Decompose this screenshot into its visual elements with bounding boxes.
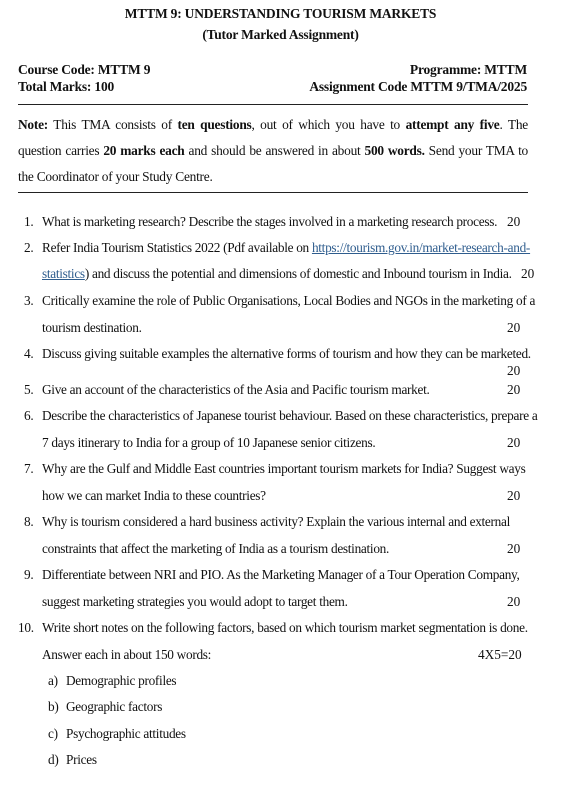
question-text: What is marketing research? Describe the stages involved in a marketing research process.	[42, 214, 498, 229]
question-marks: 20	[507, 363, 521, 378]
statistics-link[interactable]: https://tourism.gov.in/market-research-and-	[311, 240, 531, 255]
question-marks: 20	[507, 320, 521, 335]
question-marks: 20	[507, 488, 521, 503]
question-text: suggest marketing strategies you would adopt to target them.	[42, 594, 348, 609]
note-text: , out of which you have to	[251, 117, 406, 132]
subitem-text: Geographic factors	[66, 699, 163, 714]
assignment-code: Assignment Code MTTM 9/TMA/2025	[309, 79, 527, 94]
question-marks: 20	[507, 435, 521, 450]
question-text: tourism destination.	[42, 320, 142, 335]
subitem-text: Demographic profiles	[66, 673, 177, 688]
question-number: 2.	[24, 240, 34, 255]
question-text: Why is tourism considered a hard business activity? Explain the various internal and external	[42, 514, 511, 529]
note-label: Note:	[18, 117, 48, 132]
question-text: Critically examine the role of Public Organisations, Local Bodies and NGOs in the marketing of a	[42, 293, 536, 308]
question-text	[42, 266, 512, 282]
question-text	[42, 240, 530, 256]
question-marks: 4X5=20	[478, 647, 522, 662]
note-text: This TMA consists of	[47, 117, 178, 132]
question-text: Answer each in about 150 words:	[42, 647, 212, 662]
question-number: 1.	[24, 214, 34, 229]
question-marks: 20	[507, 382, 521, 397]
note-text: and should be answered in about	[184, 143, 365, 158]
document-title: MTTM 9: UNDERSTANDING TOURISM MARKETS	[124, 6, 437, 21]
question-marks: 20	[507, 214, 521, 229]
subitem-text: Psychographic attitudes	[66, 726, 186, 741]
programme: Programme: MTTM	[409, 62, 527, 77]
question-text: Give an account of the characteristics of the Asia and Pacific tourism market.	[42, 382, 430, 397]
question-marks: 20	[507, 594, 521, 609]
question-number: 8.	[24, 514, 34, 529]
question-text-part: ) and discuss the potential and dimensions of domestic and Inbound tourism in India.	[84, 266, 512, 281]
bottom-divider	[18, 192, 528, 193]
note-text: Send your TMA to the Coordinator of your Study Centre.	[18, 143, 528, 184]
subitem-label: a)	[48, 673, 58, 688]
question-text-part: Refer India Tourism Statistics 2022 (Pdf available on	[42, 240, 312, 255]
question-number: 7.	[24, 461, 34, 476]
statistics-link-continued[interactable]: statistics	[42, 266, 85, 281]
question-text: how we can market India to these countries?	[42, 488, 266, 503]
question-marks: 20	[521, 266, 535, 281]
question-number: 10.	[18, 620, 34, 635]
subitem-label: c)	[48, 726, 58, 741]
note-text: . The question carries	[18, 117, 528, 158]
course-code: Course Code: MTTM 9	[18, 62, 151, 77]
note-emphasis: 500 words.	[364, 143, 425, 158]
document-subtitle: (Tutor Marked Assignment)	[202, 27, 359, 42]
question-text: Describe the characteristics of Japanese tourist behaviour. Based on these characteristics, prepare a	[42, 408, 538, 423]
question-text: Write short notes on the following factors, based on which tourism market segmentation is done.	[42, 620, 528, 635]
note-paragraph	[18, 112, 528, 190]
question-text: constraints that affect the marketing of India as a tourism destination.	[42, 541, 390, 556]
question-number: 4.	[24, 346, 34, 361]
subitem-label: d)	[48, 752, 59, 767]
subitem-label: b)	[48, 699, 59, 714]
question-text: Discuss giving suitable examples the alternative forms of tourism and how they can be marketed.	[42, 346, 531, 361]
question-text: Why are the Gulf and Middle East countries important tourism markets for India? Suggest ways	[42, 461, 526, 476]
question-number: 9.	[24, 567, 34, 582]
note-emphasis: 20 marks each	[103, 143, 185, 158]
total-marks: Total Marks: 100	[18, 79, 115, 94]
note-emphasis: ten questions	[177, 117, 252, 132]
question-number: 5.	[24, 382, 34, 397]
question-number: 3.	[24, 293, 34, 308]
question-number: 6.	[24, 408, 34, 423]
subitem-text: Prices	[66, 752, 97, 767]
note-emphasis: attempt any five	[405, 117, 500, 132]
top-divider	[18, 104, 528, 105]
question-text: 7 days itinerary to India for a group of 10 Japanese senior citizens.	[42, 435, 376, 450]
question-marks: 20	[507, 541, 521, 556]
question-text: Differentiate between NRI and PIO. As the Marketing Manager of a Tour Operation Company,	[42, 567, 520, 582]
